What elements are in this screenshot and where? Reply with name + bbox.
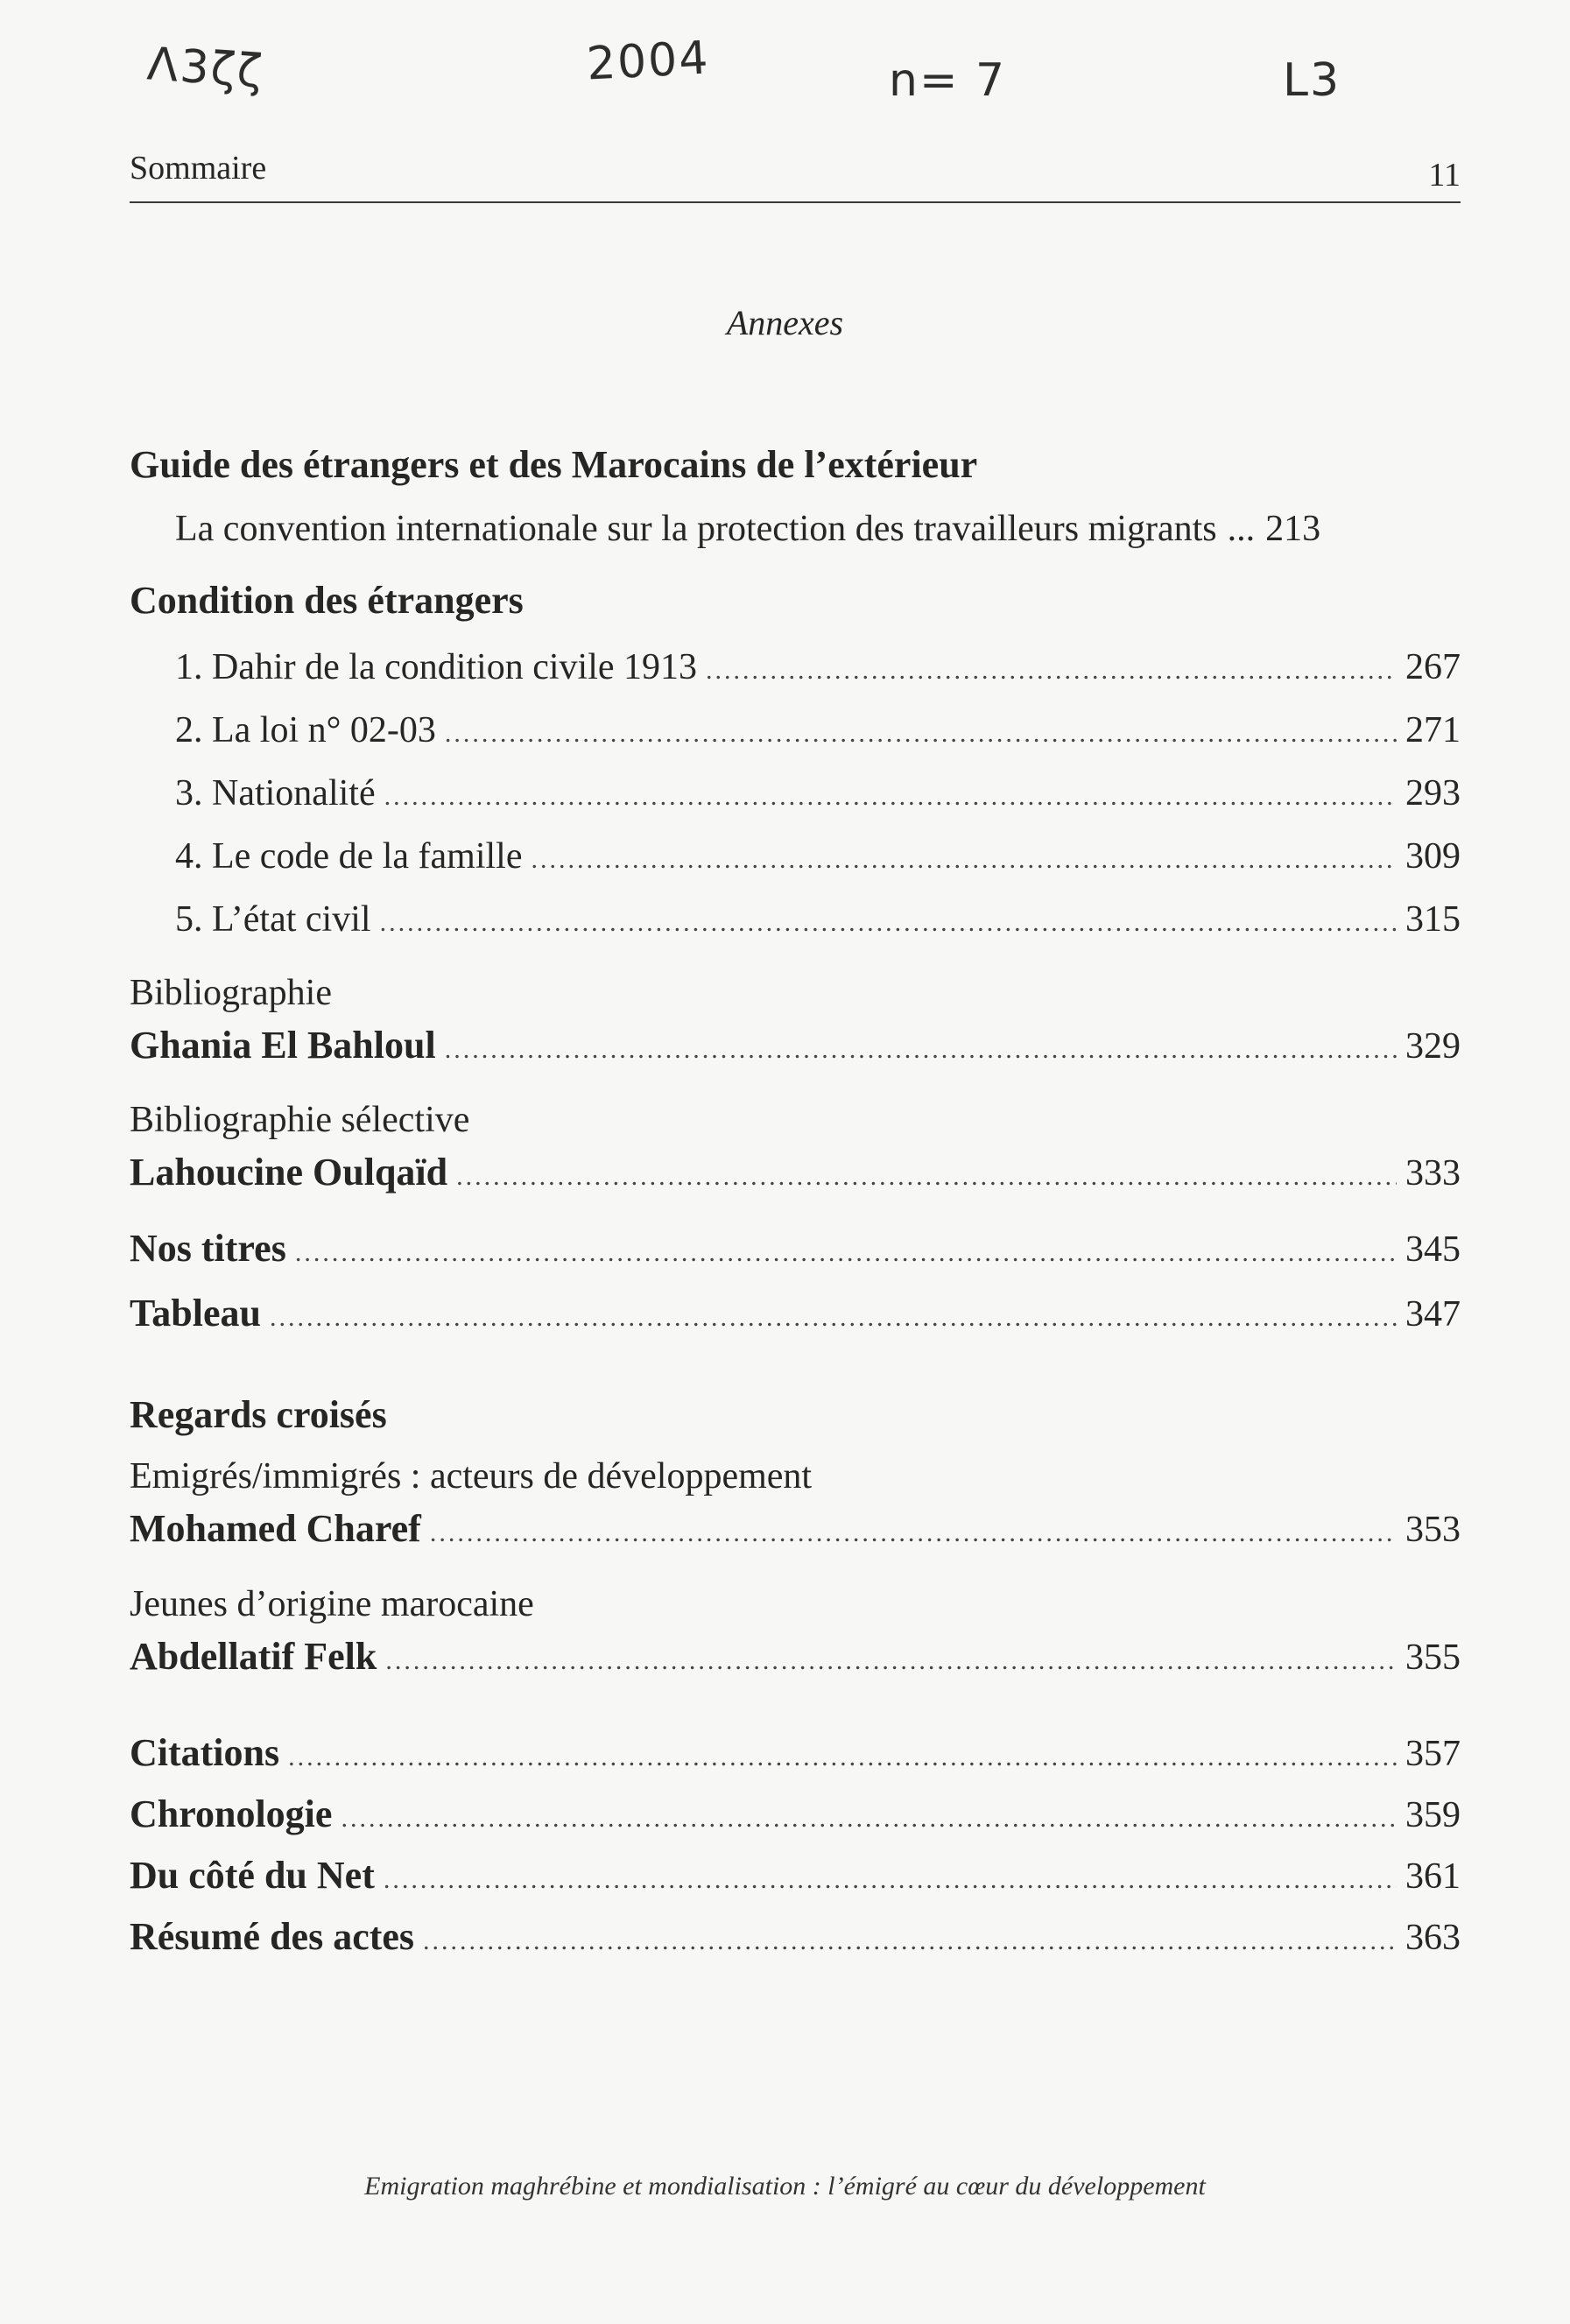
toc-entry[interactable] (130, 1023, 1461, 1067)
toc-entry[interactable] (130, 1291, 1461, 1335)
handwritten-note: n= 7 (889, 54, 1007, 107)
toc-page: 353 (1405, 1510, 1461, 1550)
toc-dot-leader (341, 1804, 1397, 1834)
toc-entry-title: 5. L’état civil (175, 899, 371, 940)
toc-subtitle: Emigrés/immigrés : acteurs de développement (130, 1456, 813, 1497)
toc-entry[interactable] (175, 835, 1461, 877)
toc-dot-leader (384, 1865, 1397, 1895)
toc-dot-leader (706, 656, 1397, 686)
toc-page: 347 (1405, 1294, 1461, 1335)
toc-entry[interactable] (130, 1150, 1461, 1194)
toc-entry-title: 4. Le code de la famille (175, 836, 523, 877)
toc-entry-author: Résumé des actes (130, 1915, 415, 1958)
toc-entry[interactable] (175, 508, 1461, 550)
toc-dot-leader (456, 1162, 1397, 1192)
toc-entry-title: La convention internationale sur la protection des travailleurs migrants (175, 509, 1217, 549)
toc-subtitle: Jeunes d’origine marocaine (130, 1584, 534, 1624)
toc-entry-author: Tableau (130, 1292, 262, 1335)
handwritten-note: Λ3ζζ (145, 38, 266, 99)
toc-section-heading: Regards croisés (130, 1393, 387, 1436)
toc-page: 363 (1405, 1918, 1461, 1958)
toc-entry-title: 1. Dahir de la condition civile 1913 (175, 647, 698, 687)
page-footer: Emigration maghrébine et mondialisation : l’émigré au cœur du développement (364, 2172, 1206, 2201)
toc-entry-author: Mohamed Charef (130, 1507, 421, 1550)
toc-entry[interactable] (175, 709, 1461, 751)
running-head (130, 149, 1461, 203)
toc-page: 361 (1405, 1856, 1461, 1897)
toc-subtitle: Bibliographie (130, 973, 332, 1013)
toc-dot-leader (288, 1743, 1397, 1772)
toc-entry-author: Lahoucine Oulqaïd (130, 1151, 448, 1194)
handwritten-note: 2004 (585, 32, 711, 91)
toc-section-heading: Condition des étrangers (130, 579, 524, 622)
toc-dot-leader (380, 908, 1397, 938)
toc-entry[interactable] (175, 898, 1461, 940)
toc-entry-author: Chronologie (130, 1792, 333, 1835)
handwritten-note: L3 (1283, 54, 1341, 107)
toc-entry-author: Du côté du Net (130, 1854, 375, 1897)
toc-page: 333 (1405, 1153, 1461, 1194)
toc-entry[interactable] (130, 1792, 1461, 1836)
toc-entry[interactable] (175, 772, 1461, 814)
toc-dot-leader (385, 1646, 1397, 1676)
toc-page: 357 (1405, 1734, 1461, 1774)
toc-page: 293 (1405, 773, 1461, 813)
toc-section-heading: Guide des étrangers et des Marocains de l’extérieur (130, 443, 978, 486)
toc-entry[interactable] (130, 1634, 1461, 1679)
toc-entry-author: Ghania El Bahloul (130, 1024, 436, 1067)
toc-page: 359 (1405, 1795, 1461, 1835)
toc-entry-author: Citations (130, 1731, 280, 1774)
toc-page: 345 (1405, 1229, 1461, 1270)
toc-entry[interactable] (130, 1730, 1461, 1775)
toc-entry-author: Nos titres (130, 1227, 286, 1270)
toc-dot-leader (445, 719, 1397, 749)
toc-dot-leader (423, 1926, 1397, 1956)
toc-page: 329 (1405, 1026, 1461, 1067)
toc-entry-title: 2. La loi n° 02-03 (175, 710, 436, 750)
toc-dot-leader (531, 845, 1397, 875)
toc-dot-leader (384, 782, 1397, 812)
toc-entry-author: Abdellatif Felk (130, 1635, 377, 1678)
toc-entry[interactable] (130, 1853, 1461, 1898)
toc-subtitle: Bibliographie sélective (130, 1100, 470, 1140)
page-number: 11 (1428, 157, 1461, 194)
toc-page: 271 (1405, 710, 1461, 750)
toc-page: 309 (1405, 836, 1461, 877)
toc-entry[interactable] (130, 1914, 1461, 1959)
running-head-title: Sommaire (130, 150, 267, 187)
toc-page: 267 (1405, 647, 1461, 687)
section-heading: Annexes (726, 303, 844, 342)
toc-dot-leader (445, 1035, 1397, 1065)
toc-dot-leader (430, 1518, 1397, 1548)
toc-dot-leader (270, 1303, 1397, 1333)
toc-entry[interactable] (130, 1506, 1461, 1551)
toc-entry[interactable] (130, 1226, 1461, 1271)
toc-dot-leader (295, 1238, 1397, 1268)
toc-leader: ... (1227, 509, 1256, 549)
toc-entry[interactable] (175, 646, 1461, 688)
toc-page: 315 (1405, 899, 1461, 940)
toc-page: 355 (1405, 1637, 1461, 1678)
toc-entry-title: 3. Nationalité (175, 773, 376, 813)
toc-page: 213 (1265, 509, 1321, 549)
